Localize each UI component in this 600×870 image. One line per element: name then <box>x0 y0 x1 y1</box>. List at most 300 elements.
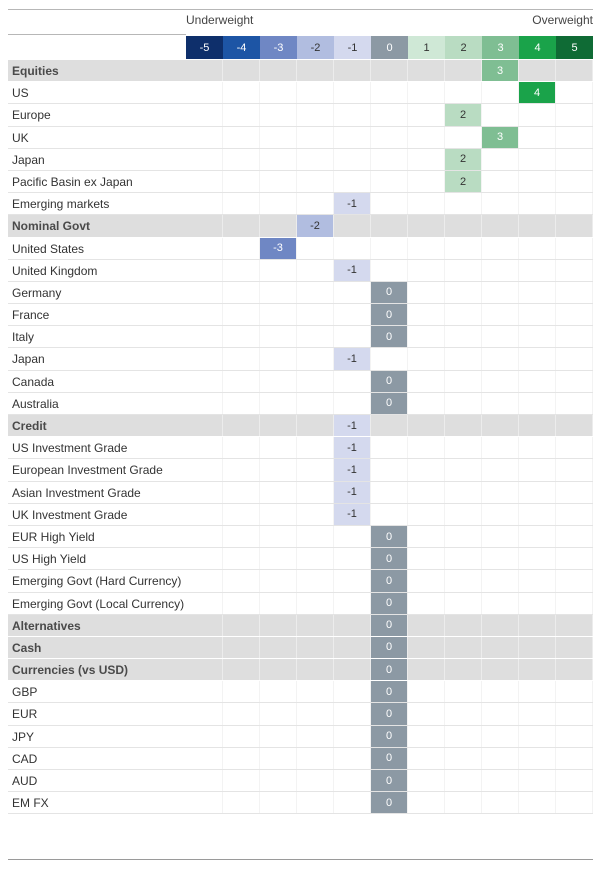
score-cell: -3 <box>260 238 297 259</box>
empty-cell <box>408 615 445 636</box>
empty-cell <box>223 770 260 791</box>
empty-cell <box>334 659 371 680</box>
row-label: Nominal Govt <box>12 219 91 234</box>
empty-cell <box>445 593 482 614</box>
empty-cell <box>260 326 297 347</box>
overweight-label: Overweight <box>532 13 593 27</box>
empty-cell <box>297 748 334 769</box>
empty-cell <box>297 393 334 414</box>
empty-cell <box>334 548 371 569</box>
empty-cell <box>186 282 223 303</box>
empty-cell <box>334 371 371 392</box>
empty-cell <box>482 681 519 702</box>
empty-cell <box>556 104 593 125</box>
table-row <box>8 570 593 592</box>
empty-cell <box>482 282 519 303</box>
empty-cell <box>223 127 260 148</box>
empty-cell <box>445 681 482 702</box>
empty-cell <box>186 548 223 569</box>
empty-cell <box>445 792 482 813</box>
empty-cell <box>556 82 593 103</box>
row-label: Emerging Govt (Local Currency) <box>12 596 185 611</box>
score-cell: -1 <box>334 482 371 503</box>
empty-cell <box>260 770 297 791</box>
row-label: Alternatives <box>12 618 81 633</box>
empty-cell <box>334 127 371 148</box>
empty-cell <box>223 703 260 724</box>
empty-cell <box>445 437 482 458</box>
section-row <box>8 215 593 237</box>
empty-cell <box>556 659 593 680</box>
score-cell: -1 <box>334 504 371 525</box>
empty-cell <box>223 415 260 436</box>
empty-cell <box>334 615 371 636</box>
score-cell: 2 <box>445 104 482 125</box>
empty-cell <box>260 504 297 525</box>
row-grid <box>186 570 593 591</box>
empty-cell <box>297 193 334 214</box>
table-row <box>8 504 593 526</box>
scale-cell: -2 <box>297 36 334 59</box>
table-row <box>8 82 593 104</box>
row-grid <box>186 659 593 680</box>
scale-cell: 4 <box>519 36 556 59</box>
empty-cell <box>556 593 593 614</box>
empty-cell <box>482 238 519 259</box>
empty-cell <box>482 748 519 769</box>
table-row <box>8 104 593 126</box>
score-cell: 0 <box>371 570 408 591</box>
empty-cell <box>556 371 593 392</box>
empty-cell <box>408 371 445 392</box>
empty-cell <box>482 171 519 192</box>
empty-cell <box>223 348 260 369</box>
table-row <box>8 748 593 770</box>
empty-cell <box>408 415 445 436</box>
empty-cell <box>519 282 556 303</box>
empty-cell <box>260 260 297 281</box>
empty-cell <box>334 703 371 724</box>
empty-cell <box>223 526 260 547</box>
empty-cell <box>445 371 482 392</box>
row-grid <box>186 415 593 436</box>
table-row <box>8 282 593 304</box>
row-grid <box>186 326 593 347</box>
score-cell: 0 <box>371 593 408 614</box>
table-row <box>8 548 593 570</box>
empty-cell <box>334 526 371 547</box>
empty-cell <box>260 703 297 724</box>
empty-cell <box>297 681 334 702</box>
empty-cell <box>186 260 223 281</box>
empty-cell <box>260 482 297 503</box>
empty-cell <box>334 104 371 125</box>
empty-cell <box>260 304 297 325</box>
empty-cell <box>260 127 297 148</box>
empty-cell <box>260 171 297 192</box>
empty-cell <box>186 459 223 480</box>
empty-cell <box>260 60 297 81</box>
empty-cell <box>408 526 445 547</box>
scale-cell: -3 <box>260 36 297 59</box>
empty-cell <box>260 570 297 591</box>
row-grid <box>186 770 593 791</box>
scale-cell: 0 <box>371 36 408 59</box>
empty-cell <box>186 393 223 414</box>
empty-cell <box>482 215 519 236</box>
empty-cell <box>519 193 556 214</box>
score-cell: 3 <box>482 127 519 148</box>
empty-cell <box>408 482 445 503</box>
empty-cell <box>371 348 408 369</box>
empty-cell <box>186 193 223 214</box>
empty-cell <box>519 215 556 236</box>
empty-cell <box>334 171 371 192</box>
empty-cell <box>556 437 593 458</box>
row-grid <box>186 437 593 458</box>
row-grid <box>186 459 593 480</box>
table-row <box>8 437 593 459</box>
score-cell: -1 <box>334 459 371 480</box>
empty-cell <box>334 238 371 259</box>
empty-cell <box>445 348 482 369</box>
table-row <box>8 459 593 481</box>
score-cell: 4 <box>519 82 556 103</box>
empty-cell <box>556 770 593 791</box>
empty-cell <box>408 82 445 103</box>
empty-cell <box>556 615 593 636</box>
empty-cell <box>445 659 482 680</box>
empty-cell <box>260 282 297 303</box>
row-label: US Investment Grade <box>12 441 128 456</box>
empty-cell <box>297 726 334 747</box>
empty-cell <box>371 60 408 81</box>
empty-cell <box>223 437 260 458</box>
row-grid <box>186 681 593 702</box>
empty-cell <box>482 703 519 724</box>
empty-cell <box>186 238 223 259</box>
empty-cell <box>519 548 556 569</box>
empty-cell <box>297 127 334 148</box>
empty-cell <box>223 570 260 591</box>
empty-cell <box>371 127 408 148</box>
empty-cell <box>260 681 297 702</box>
empty-cell <box>186 82 223 103</box>
empty-cell <box>556 282 593 303</box>
empty-cell <box>408 570 445 591</box>
empty-cell <box>482 615 519 636</box>
row-label: Equities <box>12 64 59 78</box>
empty-cell <box>223 482 260 503</box>
empty-cell <box>519 615 556 636</box>
empty-cell <box>408 171 445 192</box>
empty-cell <box>223 459 260 480</box>
empty-cell <box>482 792 519 813</box>
empty-cell <box>186 482 223 503</box>
empty-cell <box>408 282 445 303</box>
row-label: Canada <box>12 374 55 389</box>
empty-cell <box>297 637 334 658</box>
empty-cell <box>519 770 556 791</box>
score-cell: 0 <box>371 659 408 680</box>
empty-cell <box>408 748 445 769</box>
empty-cell <box>297 60 334 81</box>
scale-cell: -5 <box>186 36 223 59</box>
row-label: GBP <box>12 685 38 700</box>
empty-cell <box>556 348 593 369</box>
empty-cell <box>186 792 223 813</box>
empty-cell <box>297 348 334 369</box>
empty-cell <box>445 393 482 414</box>
empty-cell <box>408 459 445 480</box>
empty-cell <box>186 615 223 636</box>
empty-cell <box>445 304 482 325</box>
table-row <box>8 770 593 792</box>
header-rule <box>8 34 186 35</box>
empty-cell <box>408 260 445 281</box>
empty-cell <box>556 570 593 591</box>
empty-cell <box>519 304 556 325</box>
empty-cell <box>186 415 223 436</box>
score-cell: 0 <box>371 748 408 769</box>
empty-cell <box>297 482 334 503</box>
empty-cell <box>223 215 260 236</box>
empty-cell <box>297 703 334 724</box>
empty-cell <box>519 637 556 658</box>
empty-cell <box>408 393 445 414</box>
empty-cell <box>482 459 519 480</box>
empty-cell <box>297 415 334 436</box>
row-label: Australia <box>12 396 59 411</box>
score-cell: 0 <box>371 615 408 636</box>
empty-cell <box>482 326 519 347</box>
empty-cell <box>260 726 297 747</box>
row-label: Emerging markets <box>12 197 110 212</box>
row-label: EUR <box>12 707 38 722</box>
empty-cell <box>334 726 371 747</box>
empty-cell <box>445 570 482 591</box>
empty-cell <box>297 792 334 813</box>
score-cell: -1 <box>334 437 371 458</box>
empty-cell <box>482 659 519 680</box>
empty-cell <box>186 304 223 325</box>
row-grid <box>186 127 593 148</box>
empty-cell <box>445 127 482 148</box>
empty-cell <box>223 149 260 170</box>
empty-cell <box>408 681 445 702</box>
empty-cell <box>445 526 482 547</box>
empty-cell <box>334 748 371 769</box>
empty-cell <box>186 371 223 392</box>
empty-cell <box>223 282 260 303</box>
empty-cell <box>445 482 482 503</box>
row-label: Cash <box>12 640 42 655</box>
empty-cell <box>186 593 223 614</box>
empty-cell <box>408 548 445 569</box>
empty-cell <box>519 326 556 347</box>
empty-cell <box>260 193 297 214</box>
score-cell: 2 <box>445 171 482 192</box>
empty-cell <box>260 792 297 813</box>
empty-cell <box>556 504 593 525</box>
empty-cell <box>223 326 260 347</box>
empty-cell <box>223 104 260 125</box>
empty-cell <box>260 548 297 569</box>
empty-cell <box>408 215 445 236</box>
empty-cell <box>186 437 223 458</box>
empty-cell <box>408 149 445 170</box>
row-label: Japan <box>12 152 45 167</box>
underweight-label: Underweight <box>186 13 254 27</box>
empty-cell <box>260 215 297 236</box>
row-grid <box>186 348 593 369</box>
empty-cell <box>408 504 445 525</box>
empty-cell <box>297 770 334 791</box>
empty-cell <box>482 482 519 503</box>
row-grid <box>186 593 593 614</box>
empty-cell <box>186 726 223 747</box>
row-label: Europe <box>12 108 51 123</box>
score-cell: 0 <box>371 703 408 724</box>
empty-cell <box>371 193 408 214</box>
empty-cell <box>519 415 556 436</box>
empty-cell <box>556 149 593 170</box>
table-row <box>8 149 593 171</box>
row-label: European Investment Grade <box>12 463 163 478</box>
score-cell: 0 <box>371 637 408 658</box>
empty-cell <box>223 659 260 680</box>
empty-cell <box>371 437 408 458</box>
empty-cell <box>260 149 297 170</box>
empty-cell <box>556 193 593 214</box>
empty-cell <box>260 348 297 369</box>
empty-cell <box>334 282 371 303</box>
empty-cell <box>297 260 334 281</box>
bottom-rule <box>8 859 593 860</box>
empty-cell <box>445 748 482 769</box>
empty-cell <box>408 238 445 259</box>
row-label: UK <box>12 130 29 145</box>
empty-cell <box>519 593 556 614</box>
row-label: EM FX <box>12 796 49 811</box>
score-cell: 0 <box>371 681 408 702</box>
table-row <box>8 171 593 193</box>
empty-cell <box>519 348 556 369</box>
empty-cell <box>556 681 593 702</box>
empty-cell <box>482 526 519 547</box>
empty-cell <box>371 504 408 525</box>
empty-cell <box>519 149 556 170</box>
empty-cell <box>482 304 519 325</box>
empty-cell <box>223 615 260 636</box>
table-row <box>8 193 593 215</box>
empty-cell <box>186 526 223 547</box>
empty-cell <box>408 659 445 680</box>
empty-cell <box>519 681 556 702</box>
empty-cell <box>334 326 371 347</box>
empty-cell <box>186 504 223 525</box>
scale-cell: -4 <box>223 36 260 59</box>
row-grid <box>186 304 593 325</box>
empty-cell <box>297 371 334 392</box>
empty-cell <box>260 82 297 103</box>
empty-cell <box>519 459 556 480</box>
empty-cell <box>556 415 593 436</box>
empty-cell <box>334 770 371 791</box>
empty-cell <box>223 393 260 414</box>
empty-cell <box>223 681 260 702</box>
empty-cell <box>556 792 593 813</box>
empty-cell <box>186 703 223 724</box>
empty-cell <box>186 770 223 791</box>
empty-cell <box>297 526 334 547</box>
row-label: Italy <box>12 330 35 345</box>
empty-cell <box>223 238 260 259</box>
table-row <box>8 304 593 326</box>
empty-cell <box>556 748 593 769</box>
empty-cell <box>297 304 334 325</box>
empty-cell <box>482 415 519 436</box>
empty-cell <box>186 127 223 148</box>
row-grid <box>186 260 593 281</box>
row-label: Pacific Basin ex Japan <box>12 174 133 189</box>
empty-cell <box>186 149 223 170</box>
score-cell: 0 <box>371 393 408 414</box>
empty-cell <box>445 415 482 436</box>
row-label: AUD <box>12 774 38 788</box>
score-cell: 0 <box>371 792 408 813</box>
row-grid <box>186 215 593 236</box>
empty-cell <box>408 304 445 325</box>
empty-cell <box>297 659 334 680</box>
table-row <box>8 482 593 504</box>
empty-cell <box>482 371 519 392</box>
empty-cell <box>260 104 297 125</box>
empty-cell <box>186 570 223 591</box>
section-row <box>8 60 593 82</box>
empty-cell <box>223 193 260 214</box>
empty-cell <box>260 593 297 614</box>
scale-cell: 1 <box>408 36 445 59</box>
empty-cell <box>186 681 223 702</box>
empty-cell <box>297 104 334 125</box>
empty-cell <box>445 215 482 236</box>
table-row <box>8 526 593 548</box>
empty-cell <box>334 681 371 702</box>
empty-cell <box>371 238 408 259</box>
empty-cell <box>223 82 260 103</box>
empty-cell <box>482 593 519 614</box>
empty-cell <box>482 726 519 747</box>
table-row <box>8 260 593 282</box>
score-cell: 0 <box>371 282 408 303</box>
empty-cell <box>408 326 445 347</box>
empty-cell <box>334 215 371 236</box>
empty-cell <box>408 193 445 214</box>
row-label: Emerging Govt (Hard Currency) <box>12 574 182 589</box>
empty-cell <box>297 459 334 480</box>
empty-cell <box>556 526 593 547</box>
empty-cell <box>445 504 482 525</box>
table-row <box>8 127 593 149</box>
row-label: Credit <box>12 419 47 433</box>
row-label: United States <box>12 241 85 256</box>
table-row <box>8 703 593 725</box>
empty-cell <box>519 260 556 281</box>
row-label: Currencies (vs USD) <box>12 663 129 678</box>
empty-cell <box>556 637 593 658</box>
empty-cell <box>297 238 334 259</box>
